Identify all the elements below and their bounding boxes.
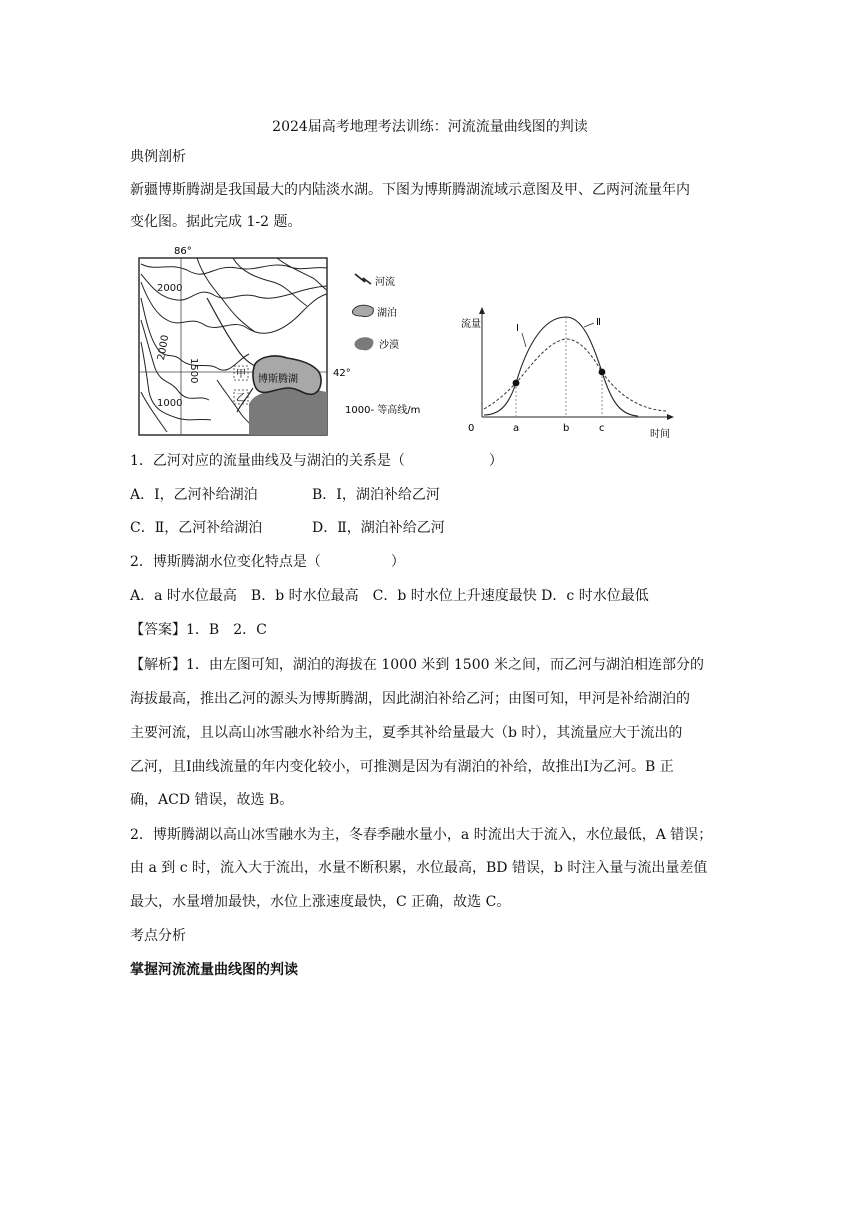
analysis-line: 2．博斯腾湖以高山冰雪融水为主，冬春季融水量小，a 时流出大于流入，水位最低，A 错误； <box>130 827 713 843</box>
analysis-line: 海拔最高，推出乙河的源头为博斯腾湖，因此湖泊补给乙河；由图可知，甲河是补给湖泊的 <box>130 691 690 707</box>
series-line-1 <box>484 339 666 411</box>
series-label-1: Ⅰ <box>516 323 519 334</box>
intersection-point-a <box>513 380 520 387</box>
analysis-line: 最大，水量增加最快，水位上涨速度最快，C 正确，故选 C。 <box>130 894 511 910</box>
lake-label: 博斯腾湖 <box>258 374 298 385</box>
contour-label: 1500 <box>188 358 199 384</box>
intersection-point-c <box>599 369 606 376</box>
series-label-leader-1 <box>522 333 526 347</box>
question-1-option-c: C．Ⅱ，乙河补给湖泊 <box>130 520 263 536</box>
question-1-option-b: B．Ⅰ，湖泊补给乙河 <box>312 487 440 503</box>
y-axis-arrow <box>479 307 485 314</box>
document-title: 2024届高考地理考法训练：河流流量曲线图的判读 <box>272 119 588 135</box>
x-tick-a: a <box>513 423 520 434</box>
series-label-leader-2 <box>584 323 594 327</box>
answer-line: 【答案】1．B 2．C <box>130 622 267 638</box>
x-tick-c: c <box>599 423 605 434</box>
x-tick-b: b <box>563 423 570 434</box>
x-axis-arrow <box>667 414 674 420</box>
question-1-stem: 1．乙河对应的流量曲线及与湖泊的关系是（ ） <box>130 453 503 469</box>
analysis-line: 确，ACD 错误，故选 B。 <box>130 792 294 808</box>
question-2-stem: 2．博斯腾湖水位变化特点是（ ） <box>130 554 405 570</box>
section-heading-example: 典例剖析 <box>130 149 186 165</box>
question-1-option-d: D．Ⅱ，湖泊补给乙河 <box>312 520 445 536</box>
river-jia-label: 甲 <box>236 369 246 380</box>
intro-line-1: 新疆博斯腾湖是我国最大的内陆淡水湖。下图为博斯腾湖流域示意图及甲、乙两河流量年内 <box>130 182 690 198</box>
analysis-line: 主要河流，且以高山冰雪融水补给为主，夏季其补给量最大（b 时），其流量应大于流出的 <box>130 725 683 741</box>
longitude-label: 86° <box>174 246 192 257</box>
origin-label: 0 <box>468 423 475 434</box>
question-1-option-a: A．Ⅰ，乙河补给湖泊 <box>130 487 258 503</box>
legend-river-icon <box>355 274 371 284</box>
legend-desert-label: 沙漠 <box>379 340 399 351</box>
legend-contour-label: 1000- 等高线/m <box>345 405 421 416</box>
analysis-line: 【解析】1．由左图可知，湖泊的海拔在 1000 米到 1500 米之间，而乙河与湖泊相连部分的 <box>130 657 704 673</box>
legend-river-label: 河流 <box>375 277 395 288</box>
series-line-2 <box>484 317 638 416</box>
contour-label: 2000 <box>157 283 183 294</box>
contour-label: 1000 <box>157 398 183 409</box>
intro-line-2: 变化图。据此完成 1-2 题。 <box>130 214 302 230</box>
flow-chart <box>458 305 703 445</box>
legend-lake-icon <box>352 305 373 316</box>
x-axis-label: 时间 <box>650 429 670 440</box>
latitude-label: 42° <box>333 368 351 379</box>
river-yi-label: 乙 <box>236 393 246 404</box>
contour-label: 2000 <box>156 334 172 362</box>
analysis-line: 乙河，且Ⅰ曲线流量的年内变化较小，可推测是因为有湖泊的补给，故推出Ⅰ为乙河。B 正 <box>130 759 674 775</box>
point-title: 掌握河流流量曲线图的判读 <box>130 962 298 978</box>
analysis-line: 由 a 到 c 时，流入大于流出，水量不断积累，水位最高，BD 错误，b 时注入量与流出量差值 <box>130 860 708 876</box>
series-label-2: Ⅱ <box>596 317 601 328</box>
legend-desert-icon <box>354 337 373 350</box>
section-heading-point: 考点分析 <box>130 928 186 944</box>
map-legend <box>345 274 420 416</box>
y-axis-label-1: 流量 <box>461 319 481 330</box>
basin-map <box>137 242 437 442</box>
question-2-options: A．a 时水位最高 B．b 时水位最高 C．b 时水位上升速度最快 D．c 时水位最低 <box>130 588 649 604</box>
legend-lake-label: 湖泊 <box>377 308 397 319</box>
